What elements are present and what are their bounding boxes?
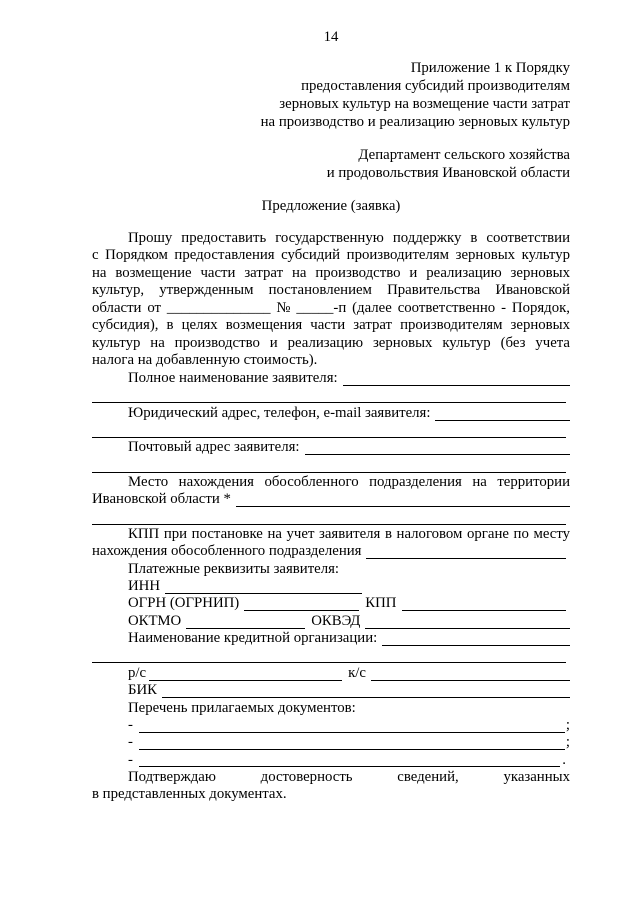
appendix-line: предоставления субсидий производителям <box>301 78 570 94</box>
full-name-continuation-row <box>92 387 570 404</box>
inn-field <box>165 593 362 594</box>
attachment-terminator: ; <box>565 734 570 751</box>
bank-name-continuation-row <box>92 647 570 664</box>
bank-name-label: Наименование кредитной организации: <box>128 630 378 647</box>
attachment-marker: - <box>128 751 133 768</box>
addressee-line: Департамент сельского хозяйства <box>358 147 570 163</box>
payment-details-heading: Платежные реквизиты заявителя: <box>128 560 340 577</box>
paragraph-line: культур, утвержденным постановлением Правительства Ивановской <box>92 282 570 299</box>
attachment-item <box>92 717 570 734</box>
bik-row <box>92 682 570 699</box>
appendix-line: Приложение 1 к Порядку <box>410 60 570 76</box>
ogrn-label: ОГРН (ОГРНИП) <box>128 595 240 612</box>
application-form <box>92 370 570 804</box>
paragraph-line: культур на производство и реализацию зерновых культур (без учета <box>92 334 570 351</box>
bank-name-field <box>382 645 570 646</box>
full-name-field <box>343 385 570 386</box>
legal-address-field-continuation <box>92 437 566 438</box>
correspondent-account-label: к/с <box>348 664 366 681</box>
branch-location-label: Ивановской области * <box>92 491 231 508</box>
paragraph-line: налога на добавленную стоимость). <box>92 352 318 369</box>
oktmo-label: ОКТМО <box>128 612 182 629</box>
addressee-block <box>92 146 570 182</box>
oktmo-okved-row <box>92 613 570 630</box>
branch-location-field <box>236 506 570 507</box>
confirmation-line: в представленных документах. <box>92 786 287 803</box>
attachment-field <box>139 732 565 733</box>
legal-address-continuation-row <box>92 422 570 439</box>
correspondent-account-field <box>371 680 570 681</box>
attachment-item <box>92 752 570 769</box>
bank-name-row <box>92 630 570 647</box>
attachment-field <box>139 766 560 767</box>
attachment-item <box>92 734 570 751</box>
appendix-reference <box>92 59 570 131</box>
full-name-label: Полное наименование заявителя: <box>128 369 338 386</box>
ogrn-kpp-row <box>92 595 570 612</box>
attachments-heading: Перечень прилагаемых документов: <box>128 699 356 716</box>
ogrn-field <box>244 610 359 611</box>
legal-address-row <box>92 405 570 422</box>
attachment-terminator: . <box>562 751 566 768</box>
postal-address-field <box>305 454 570 455</box>
paragraph-line: субсидия), в целях возмещения части затрат производителям зерновых <box>92 317 570 334</box>
attachment-marker: - <box>128 734 133 751</box>
postal-address-continuation-row <box>92 457 570 474</box>
branch-location-label-line: Место нахождения обособленного подразделения на территории <box>128 474 570 491</box>
document-body <box>92 59 570 804</box>
kpp-field <box>402 610 567 611</box>
legal-address-field <box>435 420 570 421</box>
branch-location-field-continuation <box>92 524 566 525</box>
postal-address-row <box>92 439 570 456</box>
branch-kpp-label-line: КПП при постановке на учет заявителя в налоговом органе по месту <box>128 526 570 543</box>
attachment-terminator: ; <box>565 716 570 733</box>
bik-field <box>162 697 570 698</box>
oktmo-field <box>186 628 305 629</box>
full-name-field-continuation <box>92 402 566 403</box>
request-paragraph <box>92 230 570 370</box>
bank-name-field-continuation <box>92 662 566 663</box>
paragraph-line: с Порядком предоставления субсидий производителям зерновых культур <box>92 247 570 264</box>
branch-kpp-row <box>92 543 570 560</box>
paragraph-line: области от ______________ № _____-п (далее соответственно - Порядок, <box>92 299 570 316</box>
kpp-label: КПП <box>365 595 397 612</box>
confirmation-line: Подтверждаю достоверность сведений, указанных <box>128 768 570 785</box>
branch-kpp-field <box>366 558 566 559</box>
document-title: Предложение (заявка) <box>261 198 401 214</box>
paragraph-line: на возмещение части затрат на производство и реализацию зерновых <box>92 264 570 281</box>
okved-field <box>365 628 570 629</box>
accounts-row <box>92 665 570 682</box>
appendix-line: на производство и реализацию зерновых культур <box>260 114 570 130</box>
attachment-field <box>139 749 565 750</box>
paragraph-line: Прошу предоставить государственную поддержку в соответствии <box>128 229 570 246</box>
branch-location-row <box>92 491 570 508</box>
settlement-account-field <box>149 680 342 681</box>
branch-kpp-label: нахождения обособленного подразделения <box>92 543 362 560</box>
postal-address-field-continuation <box>92 472 566 473</box>
bik-label: БИК <box>128 682 158 699</box>
inn-label: ИНН <box>128 578 161 595</box>
page-number: 14 <box>323 29 339 45</box>
legal-address-label: Юридический адрес, телефон, e-mail заявителя: <box>128 404 431 421</box>
full-name-row <box>92 370 570 387</box>
branch-location-continuation-row <box>92 509 570 526</box>
postal-address-label: Почтовый адрес заявителя: <box>128 439 300 456</box>
attachment-marker: - <box>128 716 133 733</box>
inn-row <box>92 578 570 595</box>
addressee-line: и продовольствия Ивановской области <box>326 165 570 181</box>
settlement-account-label: р/с <box>128 664 147 681</box>
appendix-line: зерновых культур на возмещение части затрат <box>279 96 570 112</box>
okved-label: ОКВЭД <box>311 612 361 629</box>
